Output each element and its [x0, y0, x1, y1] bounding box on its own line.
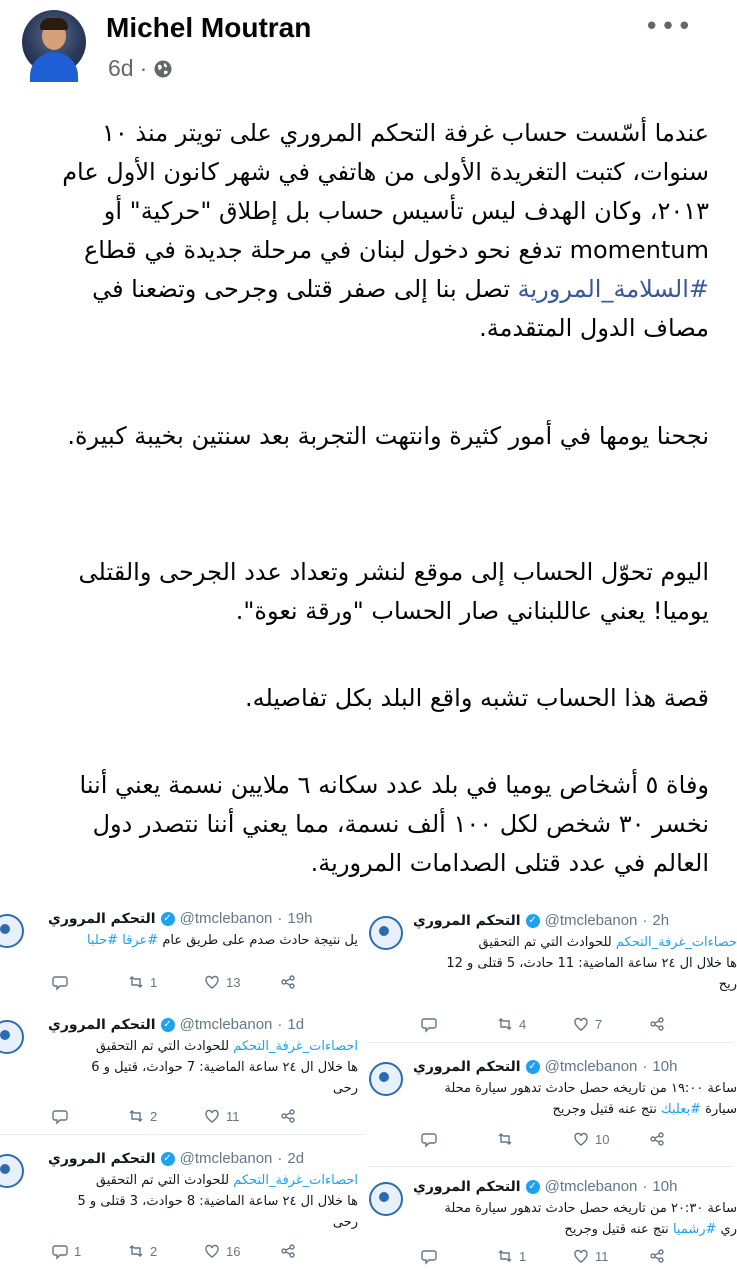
tweet-actions [421, 1016, 725, 1032]
tweet-card [367, 1048, 737, 1167]
more-options-icon[interactable]: ••• [643, 12, 693, 42]
reply-icon [52, 974, 128, 990]
post-header [0, 0, 733, 92]
tweet-actions [52, 1108, 356, 1124]
like-icon: 16 [204, 1243, 280, 1259]
tweet-avatar [0, 1020, 24, 1054]
tweet-header: التحكم المروري ✓ @tmclebanon · 2d [48, 1150, 305, 1167]
paragraph-3: اليوم تحوّل الحساب إلى موقع لنشر وتعداد عدد الجرحى والقتلى يوميا! يعني عاللبناني صار الحساب "ورقة نعوة". [78, 558, 709, 625]
tweet-card [0, 1006, 366, 1135]
hashtag-link[interactable]: #السلامة_المرورية [517, 275, 709, 303]
tweet-avatar [369, 1062, 403, 1096]
tweet-avatar [369, 916, 403, 950]
retweet-icon: 1 [128, 974, 204, 990]
verified-icon: ✓ [526, 1180, 540, 1194]
reply-icon [421, 1016, 497, 1032]
reply-icon [52, 1108, 128, 1124]
post-meta [108, 55, 173, 82]
tweet-text: ساعة ٢٠:٣٠ من تاريخه حصل حادث تدهور سيارة محلة ري #رشميا نتج عنه قتيل وجريح [444, 1201, 737, 1237]
retweet-icon [497, 1131, 573, 1147]
paragraph-5: وفاة ٥ أشخاص يوميا في بلد عدد سكانه ٦ ملايين نسمة يعني أننا نخسر ٣٠ شخص لكل ١٠٠ ألف نسمة، مما يعني أننا نتصدر دول العالم في عدد قتلى الصدامات المرورية. [79, 771, 709, 877]
like-icon: 10 [573, 1131, 649, 1147]
like-icon: 7 [573, 1016, 649, 1032]
verified-icon: ✓ [161, 1018, 175, 1032]
tweet-card [367, 1168, 737, 1280]
paragraph-1: عندما أسّست حساب غرفة التحكم المروري على تويتر منذ ١٠ سنوات، كتبت التغريدة الأولى من هاتفي في شهر كانون الأول عام ٢٠١٣، وكان الهدف ليس تأسيس حساب بل إطلاق "حركية" أو momentum تدفع نحو دخول لبنان في مرحلة جديدة في قطاع #السلامة_المرورية تصل بنا إلى صفر قتلى وجرحى وتضعنا في مصاف الدول المتقدمة. [62, 119, 709, 342]
paragraph-2: نجحنا يومها في أمور كثيرة وانتهت التجربة بعد سنتين بخيبة كبيرة. [67, 422, 709, 450]
tweet-avatar [369, 1182, 403, 1216]
tweet-avatar [0, 914, 24, 948]
retweet-icon: 2 [128, 1108, 204, 1124]
share-icon [649, 1016, 725, 1032]
verified-icon: ✓ [161, 912, 175, 926]
tweet-card [367, 902, 737, 1043]
reply-icon [421, 1131, 497, 1147]
like-icon: 11 [573, 1248, 649, 1264]
post-time[interactable]: 6d [108, 55, 134, 81]
tweet-card [0, 1140, 366, 1280]
share-icon [649, 1248, 725, 1264]
share-icon [280, 1243, 356, 1259]
retweet-icon: 2 [128, 1243, 204, 1259]
avatar[interactable] [22, 10, 86, 74]
tweet-header: التحكم المروري ✓ @tmclebanon · 10h [413, 1178, 678, 1195]
tweet-actions [52, 974, 356, 990]
tweet-avatar [0, 1154, 24, 1188]
share-icon [649, 1131, 725, 1147]
tweet-header: التحكم المروري ✓ @tmclebanon · 2h [413, 912, 670, 929]
tweet-text: حصاءات_غرفة_التحكم للحوادث التي تم التحقيق ها خلال ال ٢٤ ساعة الماضية: 11 حادث، 5 قتلى و 12 ريح [446, 935, 737, 992]
verified-icon: ✓ [161, 1152, 175, 1166]
tweet-text: احصاءات_غرفة_التحكم للحوادث التي تم التحقيق ها خلال ال ٢٤ ساعة الماضية: 8 حوادث، 3 قتلى و 5 رحى [77, 1173, 358, 1230]
retweet-icon: 4 [497, 1016, 573, 1032]
tweet-text: يل نتيجة حادث صدم على طريق عام #عرقا #حلبا [86, 933, 358, 948]
tweet-text: احصاءات_غرفة_التحكم للحوادث التي تم التحقيق ها خلال ال ٢٤ ساعة الماضية: 7 حوادث، قتيل و 6 رحى [91, 1039, 358, 1096]
paragraph-4: قصة هذا الحساب تشبه واقع البلد بكل تفاصيله. [244, 684, 709, 712]
like-icon: 13 [204, 974, 280, 990]
retweet-icon: 1 [497, 1248, 573, 1264]
tweet-actions [421, 1131, 725, 1147]
tweet-header: التحكم المروري ✓ @tmclebanon · 19h [48, 910, 313, 927]
globe-icon[interactable] [153, 59, 173, 79]
tweet-header: التحكم المروري ✓ @tmclebanon · 10h [413, 1058, 678, 1075]
reply-icon: 1 [52, 1243, 128, 1259]
tweet-text: ساعة ١٩:٠٠ من تاريخه حصل حادث تدهور سيارة محلة سيارة #بعلبك نتج عنه قتيل وجريح [444, 1081, 737, 1117]
share-icon [280, 1108, 356, 1124]
verified-icon: ✓ [526, 1060, 540, 1074]
like-icon: 11 [204, 1108, 280, 1124]
reply-icon [421, 1248, 497, 1264]
verified-icon: ✓ [526, 914, 540, 928]
meta-separator: · [139, 55, 148, 81]
tweet-screenshot-collage[interactable] [0, 900, 737, 1280]
author-name[interactable]: Michel Moutran [106, 12, 312, 43]
tweet-actions [52, 1243, 356, 1259]
tweet-header: التحكم المروري ✓ @tmclebanon · 1d [48, 1016, 305, 1033]
share-icon [280, 974, 356, 990]
tweet-actions [421, 1248, 725, 1264]
